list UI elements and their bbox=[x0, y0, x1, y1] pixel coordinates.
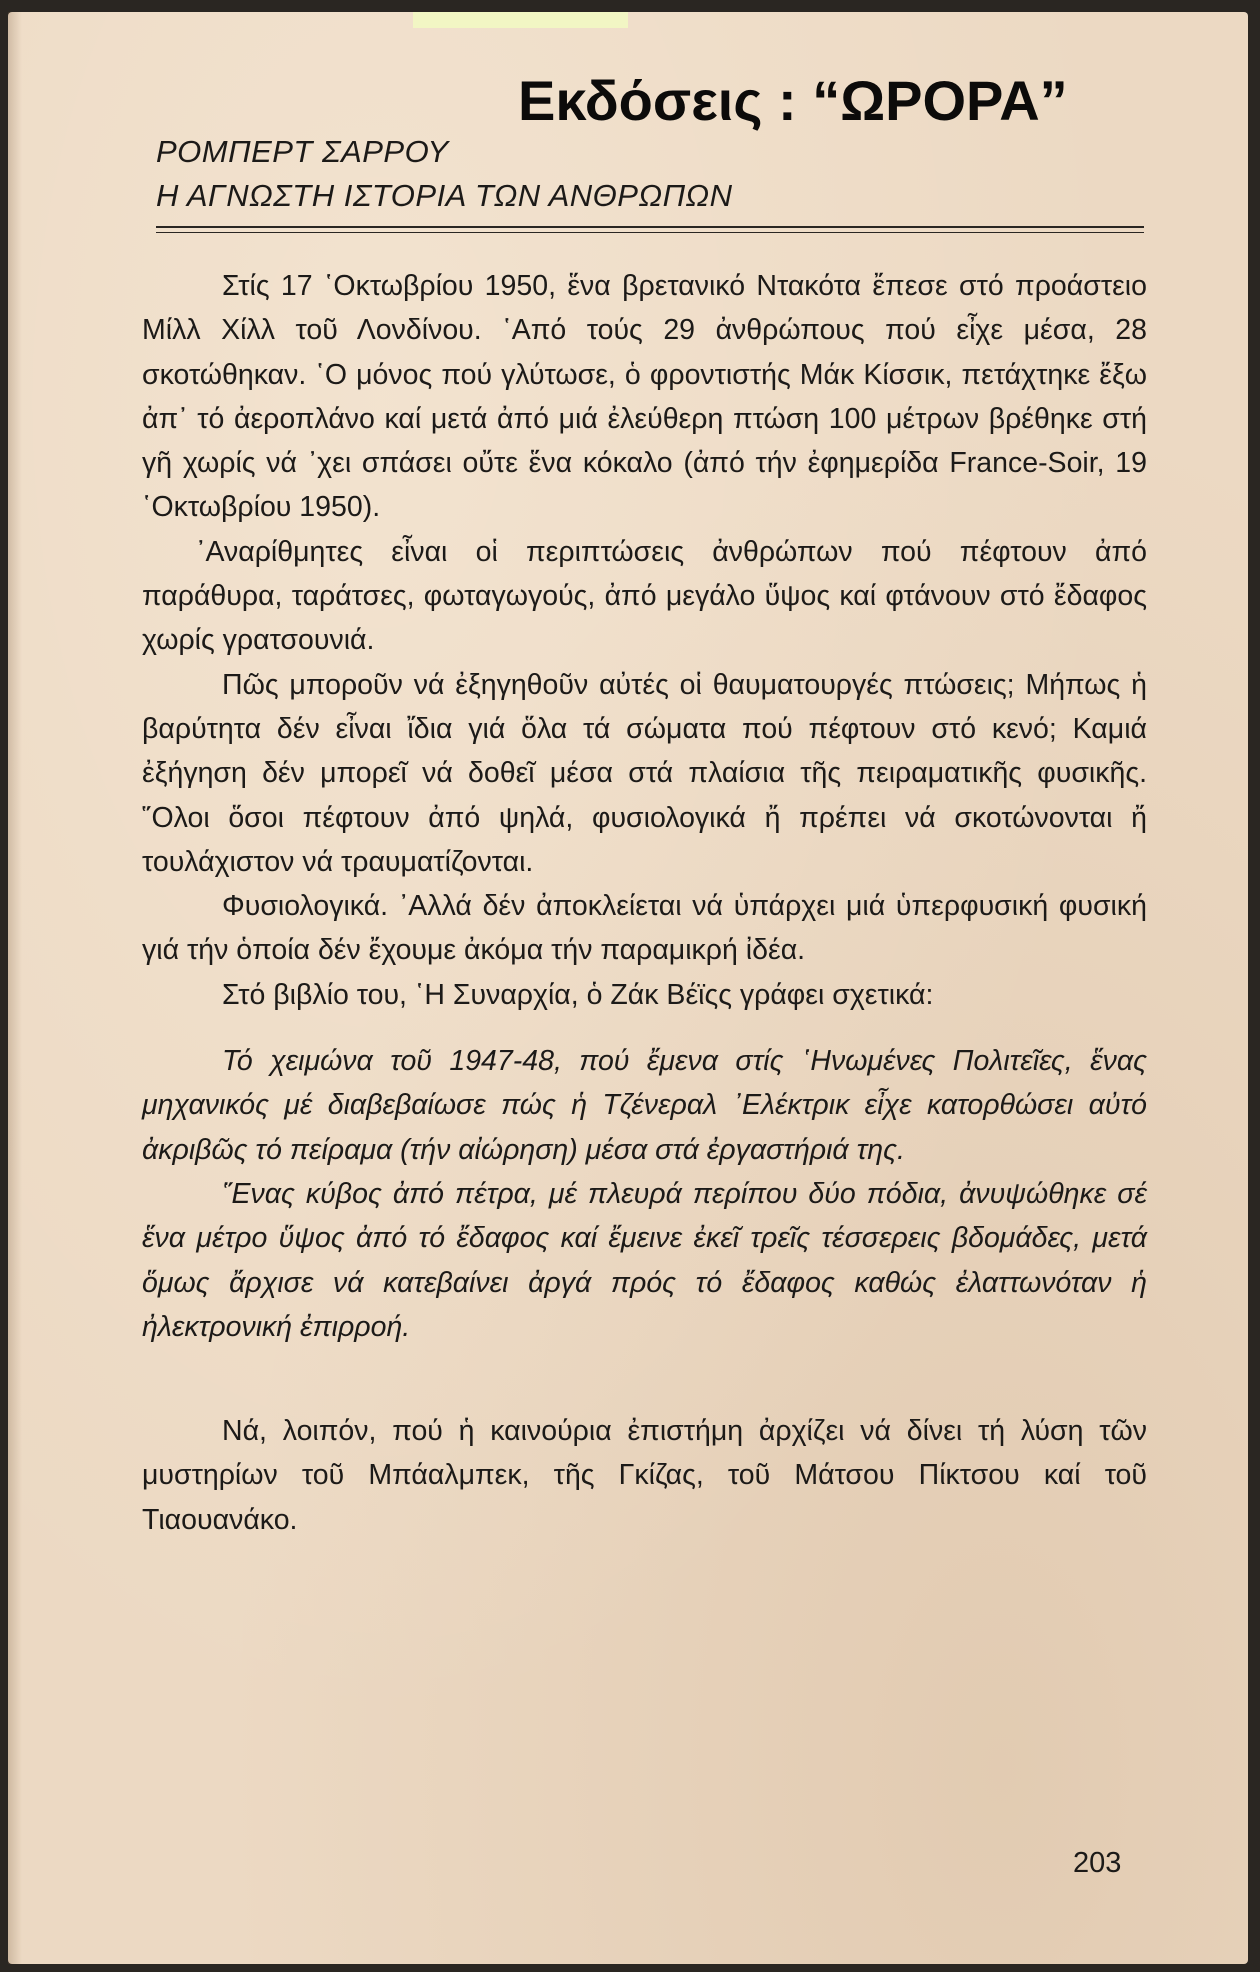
paragraph: Φυσιολογικά. ᾿Αλλά δέν ἀποκλείεται νά ὑπάρχει μιά ὑπερφυσική φυσική γιά τήν ὁποία δέν ἔχουμε ἀκόμα τήν παραμικρή ἰδέα. bbox=[142, 890, 1147, 967]
paragraph: Στίς 17 ῾Οκτωβρίου 1950, ἕνα βρετανικό Ντακότα ἔπεσε στό προάστειο Μίλλ Χίλλ τοῦ Λονδίνου. ῾Από τούς 29 ἀνθρώπους πού εἶχε μέσα, 28 σκοτώθηκαν. ῾Ο μόνος πού γλύτωσε, ὁ φροντιστής Μάκ Κίσσικ, πετάχτηκε ἔξω ἀπ᾿ τό ἀεροπλάνο καί μετά ἀπό μιά ἐλεύθερη πτώση 100 μέτρων βρέθηκε στή γῆ χωρίς νά ᾿χει σπάσει οὔτε ἕνα κόκαλο (ἀπό τήν ἐφημερίδα France-Soir, 19 ῾Οκτωβρίου 1950). bbox=[142, 270, 1147, 524]
header-rule bbox=[156, 226, 1144, 233]
paragraph: ᾿Αναρίθμητες εἶναι οἱ περιπτώσεις ἀνθρώπων πού πέφτουν ἀπό παράθυρα, ταράτσες, φωταγωγούς, ἀπό μεγάλο ὕψος καί φτάνουν στό ἔδαφος χωρίς γρατσουνιά. bbox=[142, 535, 1147, 657]
running-head bbox=[156, 130, 733, 218]
quote-paragraph: Τό χειμώνα τοῦ 1947-48, πού ἔμενα στίς ῾Ηνωμένες Πολιτεῖες, ἕνας μηχανικός μέ διαβεβαίωσε πώς ἡ Τζένεραλ ᾿Ελέκτρικ εἶχε κατορθώσει αὐτό ἀκριβῶς τό πείραμα (τήν αἰώρηση) μέσα στά ἐργαστήριά της. bbox=[142, 1045, 1147, 1166]
paragraph: Στό βιβλίο του, ῾Η Συναρχία, ὁ Ζάκ Βέϊςς γράφει σχετικά: bbox=[222, 978, 934, 1011]
quote-paragraph: ῞Ενας κύβος ἀπό πέτρα, μέ πλευρά περίπου δύο πόδια, ἀνυψώθηκε σέ ἕνα μέτρο ὕψος ἀπό τό ἔδαφος καί ἔμεινε ἐκεῖ τρεῖς τέσσερεις βδομάδες, μετά ὅμως ἄρχισε νά κατεβαίνει ἀργά πρός τό ἔδαφος καθώς ἐλαττωνόταν ἡ ἠλεκτρονική ἐπιρροή. bbox=[142, 1177, 1147, 1343]
author-name: ΡΟΜΠΕΡΤ ΣΑΡΡΟΥ bbox=[156, 134, 449, 169]
paragraph: Πῶς μποροῦν νά ἐξηγηθοῦν αὐτές οἱ θαυματουργές πτώσεις; Μήπως ἡ βαρύτητα δέν εἶναι ἴδια γιά ὅλα τά σώματα πού πέφτουν στό κενό; Καμιά ἐξήγηση δέν μπορεῖ νά δοθεῖ μέσα στά πλαίσια τῆς πειραματικῆς φυσικῆς. ῞Ολοι ὅσοι πέφτουν ἀπό ψηλά, φυσιολογικά ἤ πρέπει νά σκοτώνονται ἤ τουλάχιστον νά τραυματίζονται. bbox=[142, 668, 1147, 878]
book-title: Η ΑΓΝΩΣΤΗ ΙΣΤΟΡΙΑ ΤΩΝ ΑΝΘΡΩΠΩΝ bbox=[156, 178, 733, 213]
closing-paragraph: Νά, λοιπόν, πού ἡ καινούρια ἐπιστήμη ἀρχίζει νά δίνει τή λύση τῶν μυστηρίων τοῦ Μπάαλμπεκ, τῆς Γκίζας, τοῦ Μάτσου Πίκτσου καί τοῦ Τιαουανάκο. bbox=[142, 1415, 1147, 1536]
publisher-label: Εκδόσεις : “ΩΡΟΡΑ” bbox=[518, 69, 1068, 132]
page-number: 203 bbox=[1073, 1847, 1122, 1879]
body-text bbox=[142, 264, 1147, 1542]
book-page bbox=[8, 12, 1248, 1964]
paper-tab bbox=[413, 12, 628, 28]
